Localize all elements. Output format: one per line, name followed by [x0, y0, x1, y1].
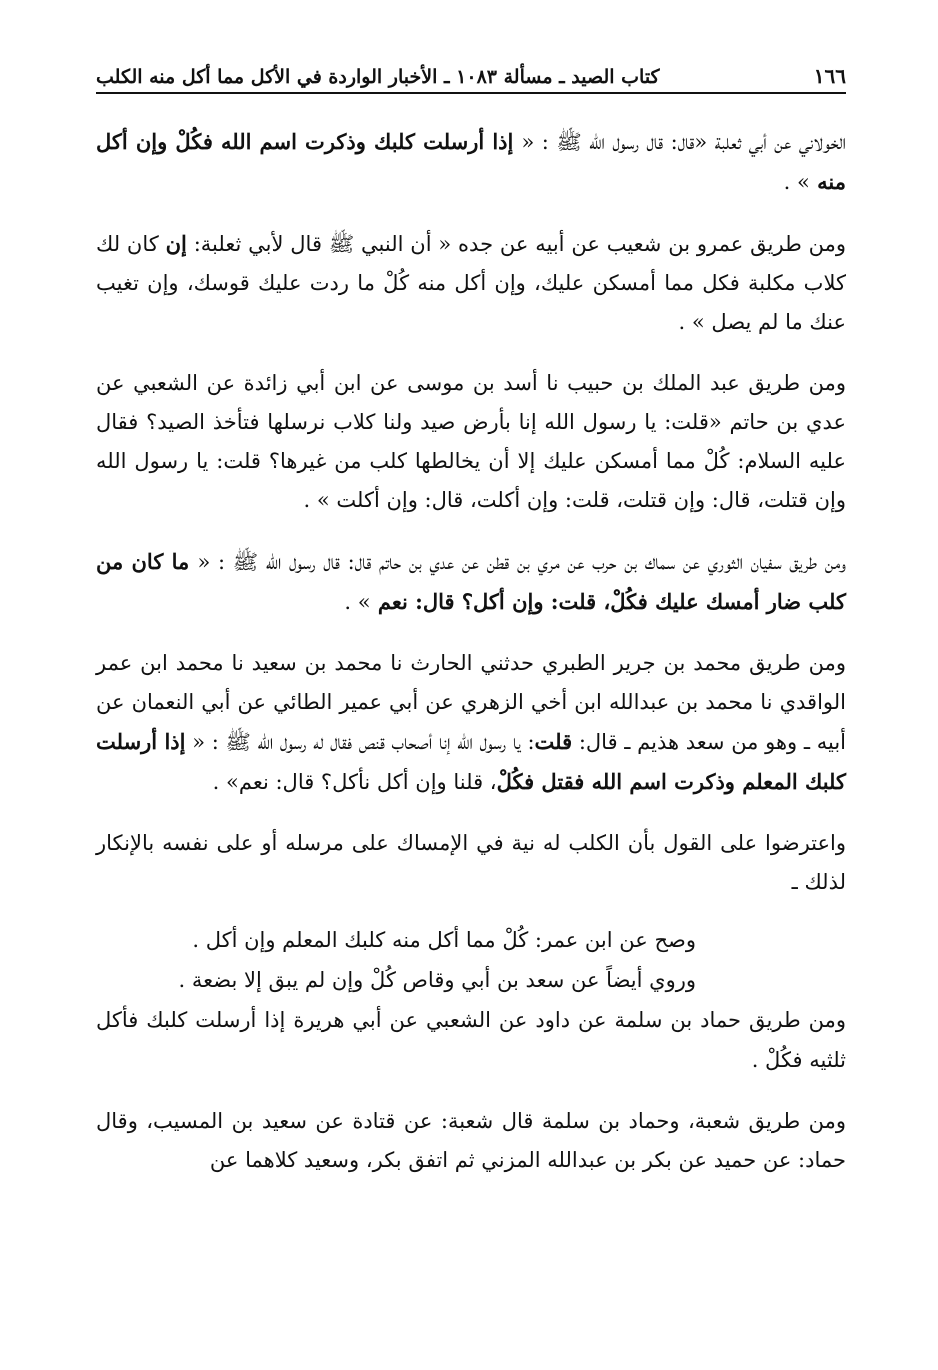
bold-run: ما كان من كلب ضار أمسك عليك فكُلْ، قلت: وإن أكل؟ قال: نعم [96, 549, 846, 614]
bold-run: إن [165, 231, 187, 256]
quote-line-3: ومن طريق حماد بن سلمة عن داود عن الشعبي عن أبي هريرة إذا أرسلت كلبك فأكل ثلثيه فكُلْ . [96, 1008, 846, 1072]
paragraph-1 [96, 122, 846, 202]
text-run: » . [783, 170, 810, 194]
paragraph-5 [96, 644, 846, 802]
text-run: : يا رسول الله إنا أصحاب قنص فقال له رسول الله ﷺ : « [185, 730, 535, 754]
bold-run: إذا أرسلت كلبك المعلم وذكرت اسم الله فقتل فكُلْ [96, 729, 846, 794]
page-body [96, 122, 846, 1180]
bold-run: قلت [534, 729, 573, 754]
page-number: ١٦٦ [813, 64, 846, 88]
quote-line-1: وصح عن ابن عمر: كُلْ مما أكل منه كلبك المعلم وإن أكل . [192, 928, 696, 952]
running-title: كتاب الصيد ـ مسألة ١٠٨٣ ـ الأخبار الواردة في الأكل مما أكل منه الكلب [96, 66, 660, 88]
text-run: ومن طريق عمرو بن شعيب عن أبيه عن جده « أن النبي ﷺ قال لأبي ثعلبة: [186, 232, 846, 256]
paragraph-4 [96, 542, 846, 622]
paragraph-3 [96, 364, 846, 520]
text-run: كان لك كلاب مكلبة فكل مما أمسكن عليك، وإن أكل منه كُلْ ما ردت عليك قوسك، وإن تغيب عنك ما لم يصل » . [96, 232, 846, 334]
text-run: واعترضوا على القول بأن الكلب له نية في الإمساك على مرسله أو على نفسه بالإنكار لذلك ـ [96, 831, 846, 894]
text-run: ومن طريق سفيان الثوري عن سماك بن حرب عن مري بن قطن عن عدي بن حاتم قال: قال رسول الله ﷺ : « [197, 550, 846, 574]
text-run: » . [344, 590, 371, 614]
bold-run: إذا أرسلت كلبك وذكرت اسم الله فكُلْ وإن أكل منه [96, 129, 846, 194]
paragraph-last: ومن طريق شعبة، وحماد بن سلمة قال شعبة: عن قتادة عن سعيد بن المسيب، وقال حماد: عن حميد عن بكر بن عبدالله المزني ثم اتفق بكر، وسعيد كلاهما عن [96, 1109, 846, 1172]
paragraph-6 [96, 824, 846, 902]
text-run: الخولاني عن أبي ثعلبة «قال: قال رسول الله ﷺ : « [521, 130, 846, 154]
text-run: ، قلنا وإن أكل نأكل؟ قال: نعم» . [212, 770, 497, 794]
paragraph-2 [96, 224, 846, 342]
text-run: ومن طريق محمد بن جرير الطبري حدثني الحارث نا محمد بن سعيد نا محمد ابن عمر الواقدي نا محمد بن عبدالله ابن أخي الزهري عن أبي عمير الطائي عن أبي النعمان عن أبيه ـ وهو من سعد هذيم ـ قال: [96, 651, 846, 754]
quote-line-2: وروي أيضاً عن سعد بن أبي وقاص كُلْ وإن لم يبق إلا بضعة . [178, 968, 696, 992]
text-run: ومن طريق عبد الملك بن حبيب نا أسد بن موسى عن ابن أبي زائدة عن الشعبي عن عدي بن حاتم «قلت: يا رسول الله إنا بأرض صيد ولنا كلاب نرسلها فتأخذ الصيد؟ فقال عليه السلام: كُلْ مما أمسكن عليك إلا أن يخالطها كلب من غيرها؟ قلت: يا رسول الله وإن قتلت، قال: وإن قتلت، قلت: وإن أكلت، قال: وإن أكلت » . [96, 371, 846, 512]
quote-block [96, 920, 846, 1080]
running-header [96, 52, 846, 94]
